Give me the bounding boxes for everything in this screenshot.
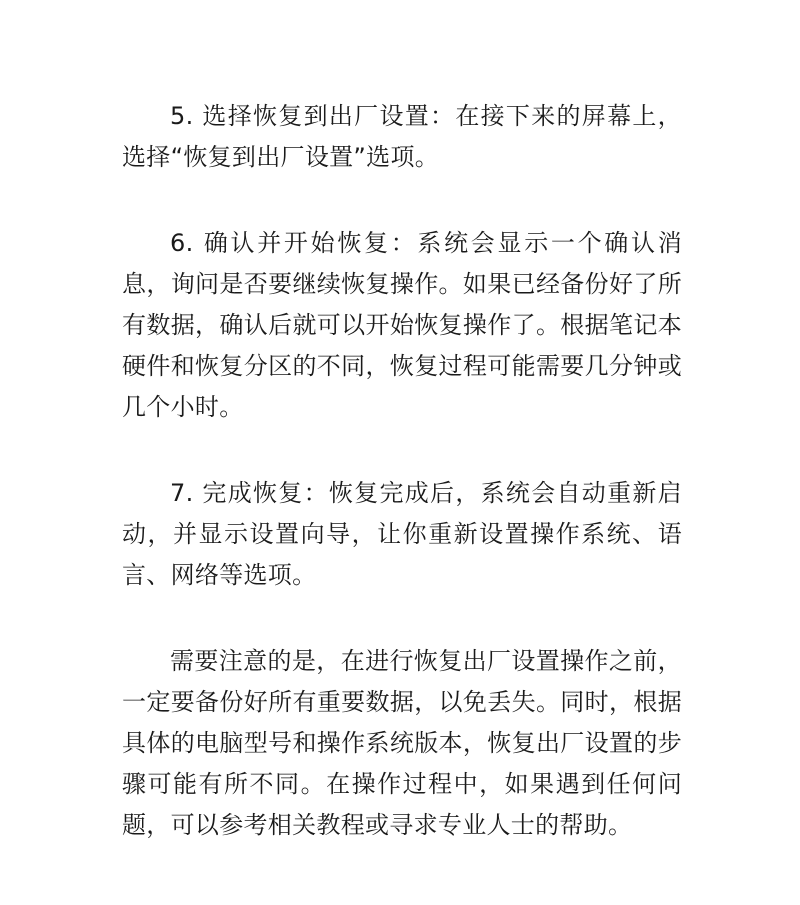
document-body [122, 96, 682, 846]
paragraph-step-5: 5. 选择恢复到出厂设置：在接下来的屏幕上，选择“恢复到出厂设置”选项。 [122, 102, 682, 171]
paragraph-step-6: 6. 确认并开始恢复：系统会显示一个确认消息，询问是否要继续恢复操作。如果已经备份好了所有数据，确认后就可以开始恢复操作了。根据笔记本硬件和恢复分区的不同，恢复过程可能需要几分钟或几个小时。 [122, 229, 682, 421]
paragraph-step-7: 7. 完成恢复：恢复完成后，系统会自动重新启动，并显示设置向导，让你重新设置操作系统、语言、网络等选项。 [122, 479, 682, 589]
paragraph-note: 需要注意的是，在进行恢复出厂设置操作之前，一定要备份好所有重要数据，以免丢失。同时，根据具体的电脑型号和操作系统版本，恢复出厂设置的步骤可能有所不同。在操作过程中，如果遇到任何问题，可以参考相关教程或寻求专业人士的帮助。 [122, 647, 682, 839]
